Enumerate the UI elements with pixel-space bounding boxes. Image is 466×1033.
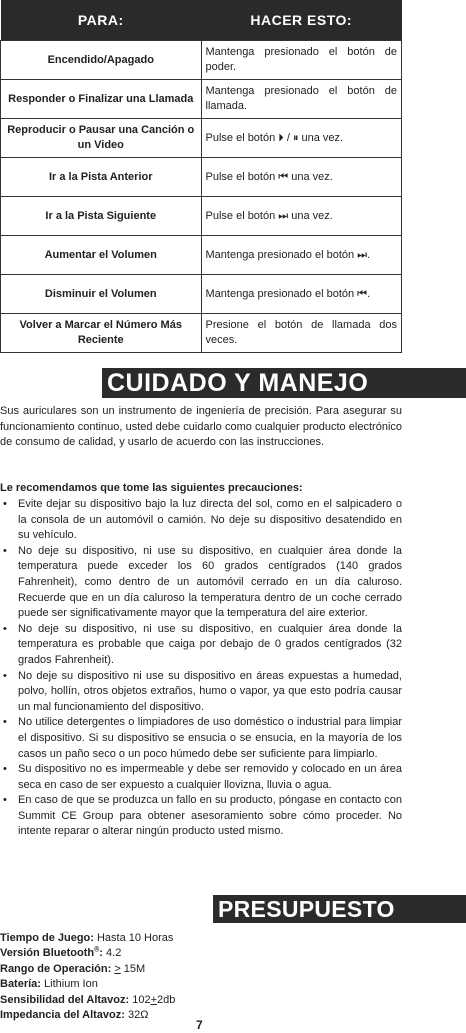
header-hacer-esto: HACER ESTO: — [201, 0, 402, 41]
registered-mark: ® — [94, 946, 100, 954]
plus-minus-symbol: + — [150, 993, 158, 1006]
instruction-text: Pulse el botón — [205, 209, 279, 222]
instruction-text: una vez. — [298, 131, 344, 144]
row-instruction: Mantenga presionado el botón de llamada. — [201, 80, 402, 119]
care-section-title: CUIDADO Y MANEJO — [102, 368, 466, 398]
spec-impedance — [0, 1008, 300, 1023]
table-row — [1, 80, 402, 119]
play-pause-icon: ⏵ / ⏸ — [278, 131, 299, 144]
row-instruction: Mantenga presionado el botón de poder. — [201, 41, 402, 80]
bullet: • — [3, 794, 7, 807]
bullet: • — [3, 498, 7, 510]
list-item-text: Su dispositivo no es impermeable y debe ser removido y colocado en un área seca en caso de ser expuesto a cualquier llovizna, lluvia o agua. — [18, 763, 402, 791]
list-item — [0, 762, 402, 793]
instruction-text: Pulse el botón — [205, 170, 279, 183]
instruction-text: Mantenga presionado el botón — [205, 287, 358, 300]
spec-label-text: Versión Bluetooth — [0, 947, 95, 960]
list-item — [0, 497, 402, 544]
header-para: PARA: — [1, 0, 202, 41]
spec-label: Impedancia del Altavoz: — [0, 1009, 125, 1022]
row-action: Responder o Finalizar una Llamada — [1, 80, 202, 119]
spec-value: Lithium Ion — [40, 978, 98, 991]
spec-value: 2db — [157, 993, 176, 1006]
spec-label: Sensibilidad del Altavoz: — [0, 993, 130, 1006]
list-item — [0, 622, 402, 669]
row-action: Ir a la Pista Siguiente — [1, 197, 202, 236]
spec-colon: : — [99, 947, 103, 960]
instruction-text: Mantenga presionado el botón — [205, 248, 358, 261]
spec-battery — [0, 977, 300, 992]
spec-label: Batería: — [0, 978, 41, 991]
row-instruction — [201, 119, 402, 158]
table-row — [1, 275, 402, 314]
precautions-heading: Le recomendamos que tome las siguientes precauciones: — [0, 482, 303, 494]
specs-list — [0, 931, 300, 1023]
spec-label — [0, 947, 103, 959]
spec-value: 15M — [120, 962, 146, 975]
row-action: Encendido/Apagado — [1, 41, 202, 80]
row-instruction — [201, 275, 402, 314]
bullet: • — [3, 544, 7, 557]
bullet: • — [3, 716, 7, 729]
list-item-text: En caso de que se produzca un fallo en su producto, póngase en contacto con Summit CE Group para obtener asesoramiento sobre cómo proceder. No intente reparar o alterar ningún producto usted mismo. — [18, 794, 402, 838]
precautions-list — [0, 497, 402, 840]
page-number: 7 — [196, 1018, 203, 1032]
spec-bluetooth — [0, 946, 300, 961]
list-item-text: No utilice detergentes o limpiadores de uso doméstico o industrial para limpiar el dispositivo. Si su dispositivo se ensucia o se ensucia, en la mayoría de los casos un paño seco o un poco húmedo debe ser suficiente para limpiarlo. — [18, 716, 402, 760]
list-item-text: Evite dejar su dispositivo bajo la luz directa del sol, como en el salpicadero o la consola de un automóvil o camión. No deje su dispositivo desatendido en su vehículo. — [18, 498, 402, 542]
next-track-icon: ⏭ — [278, 209, 289, 222]
instruction-text: una vez. — [288, 209, 333, 222]
table-row — [1, 314, 402, 353]
list-item-text: No deje su dispositivo ni use su dispositivo en áreas expuestas a humedad, polvo, hollín, otros objetos extraños, humo o vapor, ya que esto podría causar un mal funcionamiento del dispositivo. — [18, 669, 402, 713]
spec-value: 4.2 — [102, 947, 122, 960]
greater-equal-symbol: > — [114, 962, 121, 975]
bullet: • — [3, 622, 7, 635]
row-action: Reproducir o Pausar una Canción o un Video — [1, 119, 202, 158]
row-action: Ir a la Pista Anterior — [1, 158, 202, 197]
row-action: Disminuir el Volumen — [1, 275, 202, 314]
list-item — [0, 715, 402, 762]
row-action: Volver a Marcar el Número Más Reciente — [1, 314, 202, 353]
spec-value: Hasta 10 Horas — [93, 932, 174, 944]
row-action: Aumentar el Volumen — [1, 236, 202, 275]
table-row — [1, 41, 402, 80]
spec-sensitivity — [0, 993, 300, 1008]
list-item — [0, 669, 402, 716]
table-header-row — [1, 0, 402, 41]
spec-play-time — [0, 931, 300, 946]
specs-section-title: PRESUPUESTO — [213, 895, 466, 923]
controls-table — [0, 0, 402, 353]
previous-track-icon: ⏮ — [278, 170, 289, 183]
table-row — [1, 197, 402, 236]
instruction-text: una vez. — [288, 170, 333, 183]
instruction-text: . — [367, 248, 371, 261]
instruction-text: . — [367, 287, 371, 300]
list-item — [0, 793, 402, 840]
instruction-text: Pulse el botón — [205, 131, 279, 144]
next-track-icon: ⏭ — [357, 248, 368, 261]
spec-label: Rango de Operación: — [0, 962, 112, 975]
row-instruction — [201, 197, 402, 236]
row-instruction — [201, 158, 402, 197]
care-intro-paragraph: Sus auriculares son un instrumento de ingeniería de precisión. Para asegurar su funcionamiento continuo, usted debe cuidarlo como cualquier producto electrónico de consumo de calidad, y usarlo de acuerdo con las instrucciones. — [0, 405, 402, 449]
spec-label: Tiempo de Juego: — [0, 932, 94, 944]
table-row — [1, 236, 402, 275]
row-instruction — [201, 236, 402, 275]
spec-range — [0, 962, 300, 977]
list-item — [0, 544, 402, 622]
previous-track-icon: ⏮ — [357, 287, 368, 300]
bullet: • — [3, 763, 7, 776]
list-item-text: No deje su dispositivo, ni use su dispositivo, en cualquier área donde la temperatura es probable que caiga por debajo de 0 grados centígrados (32 grados Fahrenheit). — [18, 622, 402, 666]
table-row — [1, 119, 402, 158]
row-instruction: Presione el botón de llamada dos veces. — [201, 314, 402, 353]
table-row — [1, 158, 402, 197]
list-item-text: No deje su dispositivo, ni use su dispositivo, en cualquier área donde la temperatura puede exceder los 60 grados centígrados (140 grados Fahrenheit), como dentro de un automóvil cerrado en un día caluroso. Recuerde que en un día caluroso la temperatura dentro de un coche cerrado puede ser significativamente mayor que la temperatura del aire exterior. — [18, 544, 402, 620]
spec-value: 32Ω — [124, 1009, 149, 1022]
bullet: • — [3, 669, 7, 682]
spec-value: 102 — [129, 993, 151, 1006]
